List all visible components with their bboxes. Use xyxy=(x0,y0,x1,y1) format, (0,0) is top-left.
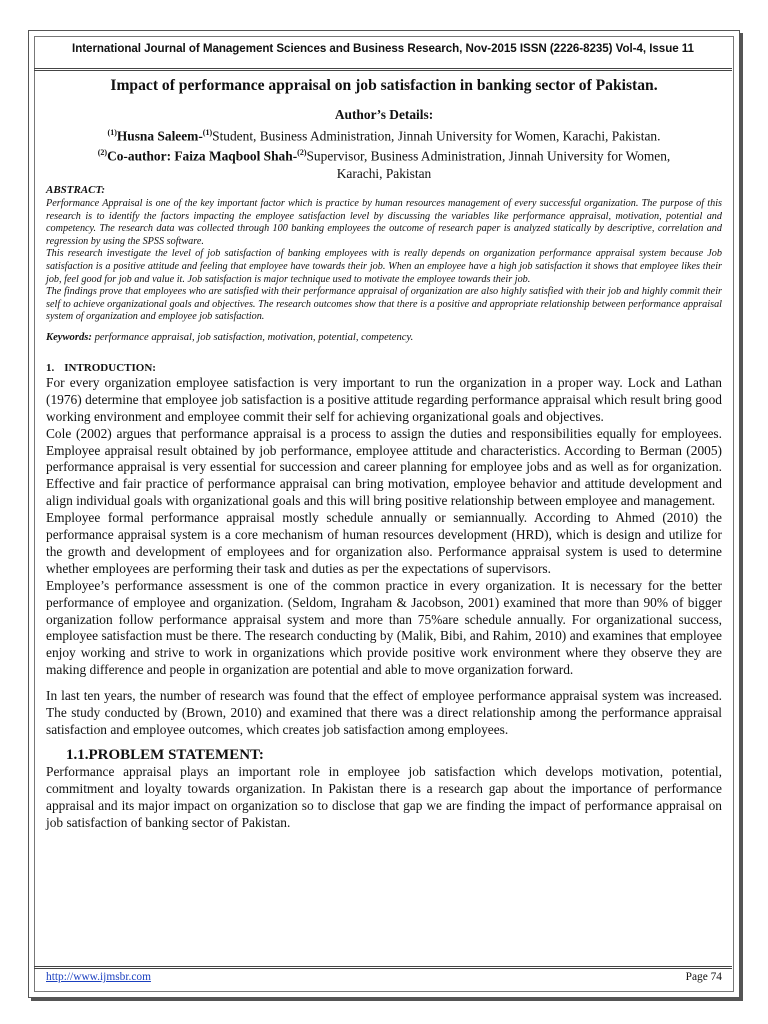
journal-header: International Journal of Management Sciences and Business Research, Nov-2015 ISSN (2226-8235) Vol-4, Issue 11 xyxy=(72,42,694,55)
author-2-affiliation-marker: (2) xyxy=(297,148,307,158)
journal-website-link[interactable]: http://www.ijmsbr.com xyxy=(46,971,151,983)
abstract-paragraph: The findings prove that employees who are satisfied with their performance appraisal of organization are also highly satisfied with their job and highly commit their self to achieve organizational goals and objectives. The research outcomes show that there is a positive and appropriate relationship between performance appraisal system of organization and employee job satisfaction. xyxy=(46,286,722,323)
abstract-paragraph: This research investigate the level of job satisfaction of banking employees with is really depends on organization performance appraisal system because Job satisfaction is a positive attitude and feeling that employee have towards their job. When an employee have a high job satisfaction it shows that employee likes their job, feel good for job and value it. Job satisfaction is major technique used to motivate the employee towards their job. xyxy=(46,248,722,285)
paper-title: Impact of performance appraisal on job satisfaction in banking sector of Pakistan. xyxy=(110,77,658,94)
abstract-label: ABSTRACT: xyxy=(46,183,106,196)
footer-rule xyxy=(34,966,732,969)
problem-statement-heading: 1.1.PROBLEM STATEMENT: xyxy=(66,746,264,763)
header-rule xyxy=(34,68,732,71)
author-1-marker: (1) xyxy=(107,128,117,137)
abstract-paragraph: Performance Appraisal is one of the key important factor which is practice by human resources management of every successful organization. The purpose of this research is to identify the factors impacting the employee satisfaction level by discussing the variables like performance appraisal, motivation, potential and competency. The research data was collected through 100 banking employees the outcome of research paper is analyzed statically by descriptive, correlation and regression by using the SPSS software. xyxy=(46,197,722,247)
problem-statement-body xyxy=(46,764,722,832)
keywords-label: Keywords: xyxy=(46,331,92,343)
body-paragraph: For every organization employee satisfaction is very important to run the organization in a proper way. Lock and Lathan (1976) determine that employee job satisfaction is a positive attitude regarding performance appraisal which result bring good working environment and employee commit their self for achieving organizational goals and objectives. xyxy=(46,374,722,424)
author-1-name: Husna Saleem- xyxy=(116,128,203,144)
article-content xyxy=(46,76,722,832)
author-2-marker: (2) xyxy=(97,148,108,158)
author-1-affiliation-marker: (1) xyxy=(202,128,213,137)
author-1 xyxy=(46,124,722,144)
author-1-affiliation: Student, Business Administration, Jinnah University for Women, Karachi, Pakistan. xyxy=(212,128,661,144)
body-paragraph: Performance appraisal plays an important role in employee job satisfaction which develops motivation, potential, commitment and loyalty towards organization. In Pakistan there is a research gap about the importance of performance appraisal and its major impact on organization so to disclose that gap we are finding the impact of performance appraisal on job satisfaction of banking sector of Pakistan. xyxy=(46,763,722,830)
author-2-affiliation-city: Karachi, Pakistan xyxy=(336,165,432,181)
abstract xyxy=(46,198,722,324)
keywords-value: performance appraisal, job satisfaction, motivation, potential, competency. xyxy=(94,331,414,343)
section-number: 1. xyxy=(46,361,55,374)
keywords xyxy=(46,331,722,344)
body-paragraph: In last ten years, the number of research was found that the effect of employee performance appraisal system was increased. The study conducted by (Brown, 2010) and examined that there was a direct relationship among the performance appraisal satisfaction and employee outcomes, which creates job satisfaction among employees. xyxy=(46,688,722,737)
author-2-name: Co-author: Faiza Maqbool Shah- xyxy=(107,148,298,164)
body-paragraph: Employee formal performance appraisal mostly schedule annually or semiannually. According to Ahmed (2010) the performance appraisal system is a core mechanism of human resources development (HRD), which is design and utilize for the growth and development of employees and for organization also. Performance appraisal system is used to determine whether employees are performing their task and duties as per the expectations of supervisors. xyxy=(46,510,722,576)
authors-heading: Author’s Details: xyxy=(334,107,434,122)
body-paragraph: Cole (2002) argues that performance appraisal is a process to assign the duties and responsibilities equally for employees. Employee appraisal result obtained by job performance, employee attitude and characteristics. According to Berman (2005) performance appraisal is very essential for succession and career planning for employee jobs and as well as for organization. Effective and fair practice of performance appraisal can bring motivation, employee behavior and attitude development and align individual goals with organizational goals and this will bring positive relationship between employee and management. xyxy=(46,425,722,509)
introduction-heading xyxy=(46,362,722,375)
page-number: Page 74 xyxy=(685,971,722,983)
author-2 xyxy=(46,144,722,181)
body-paragraph: Employee’s performance assessment is one of the common practice in every organization. It is necessary for the better performance of employee and organization. (Seldom, Ingraham & Jacobson, 2001) examined that more than 90% of bigger organization follow performance appraisal system and more than 75%are schedule annually. For organizational success, employee satisfaction must be there. The research conducting by (Malik, Bibi, and Rahim, 2010) and examines that employee enjoy working and strive to work in organizations which provide positive work environment where they observe they are making difference and people in organization are potential and able to move organization forward. xyxy=(46,577,722,678)
author-2-affiliation: Supervisor, Business Administration, Jinnah University for Women, xyxy=(306,148,671,164)
section-title: INTRODUCTION: xyxy=(64,361,156,374)
introduction-body xyxy=(46,375,722,739)
